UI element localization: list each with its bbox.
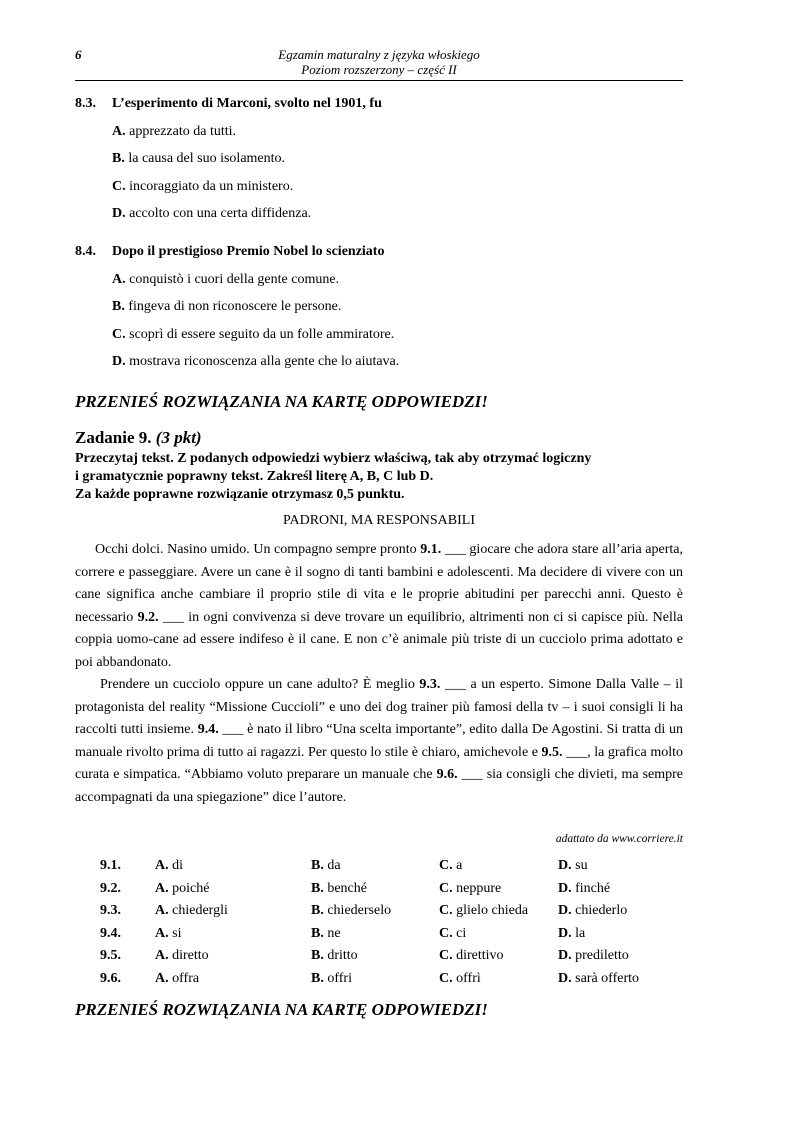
option-letter: A. — [155, 858, 169, 874]
gap-number: 9.2. — [100, 880, 121, 896]
header-exam-level: Poziom rozszerzony – część II — [301, 62, 457, 77]
task-points: (3 pkt) — [155, 428, 202, 447]
option-letter: C. — [439, 880, 453, 896]
instruction-line: i gramatycznie poprawny tekst. Zakreśl literę A, B, C lub D. — [75, 469, 434, 484]
table-row — [100, 923, 639, 946]
option-text: sarà offerto — [575, 970, 639, 986]
answer-option-b[interactable] — [311, 923, 439, 946]
gap-label: 9.2. — [137, 609, 159, 625]
option-text: glielo chieda — [456, 903, 529, 919]
question-number: 8.3. — [75, 96, 96, 111]
option-letter: D. — [558, 903, 572, 919]
answer-option-a[interactable] — [155, 968, 311, 991]
answer-option-b[interactable] — [311, 968, 439, 991]
text-source: adattato da www.corriere.it — [555, 833, 683, 845]
gap-number: 9.4. — [100, 925, 121, 941]
option-letter: D. — [558, 948, 572, 964]
option-letter: C. — [439, 903, 453, 919]
answer-option-b[interactable]: B. fingeva di non riconoscere le persone. — [112, 299, 342, 314]
option-letter: B. — [311, 858, 324, 874]
option-text: poiché — [172, 880, 210, 896]
answer-option-a[interactable]: A. apprezzato da tutti. — [112, 123, 237, 139]
gap-label: 9.5. — [541, 744, 563, 760]
option-letter: B. — [311, 880, 324, 896]
answer-option-c[interactable]: C. scoprì di essere seguito da un folle ammiratore. — [112, 326, 395, 342]
option-text: offra — [172, 970, 200, 986]
page-header — [75, 47, 683, 81]
gap-label: 9.6. — [436, 767, 458, 782]
table-row — [100, 900, 639, 923]
option-text: chiederlo — [575, 903, 628, 919]
answer-option-c[interactable] — [439, 945, 558, 968]
instruction-line: Przeczytaj tekst. Z podanych odpowiedzi wybierz właściwą, tak aby otrzymać logiczny — [75, 451, 592, 466]
question-text: Dopo il prestigioso Premio Nobel lo scienziato — [112, 244, 385, 259]
answer-option-d[interactable] — [558, 878, 639, 901]
option-text: su — [575, 858, 588, 874]
option-letter: B. — [311, 925, 324, 941]
answer-option-a[interactable]: A. conquistò i cuori della gente comune. — [112, 271, 340, 287]
table-row — [100, 968, 639, 991]
gap-number: 9.5. — [100, 948, 121, 964]
answer-option-b[interactable] — [311, 878, 439, 901]
answer-option-c[interactable] — [439, 923, 558, 946]
answer-option-a[interactable] — [155, 855, 311, 878]
table-row — [100, 855, 639, 878]
gap-number: 9.1. — [100, 858, 121, 874]
option-letter: D. — [558, 858, 572, 874]
answer-option-d[interactable] — [558, 900, 639, 923]
question-stem — [75, 95, 685, 113]
option-text: la — [575, 925, 586, 941]
option-letter: A. — [155, 880, 169, 896]
option-letter: A. — [155, 903, 169, 919]
answer-option-d[interactable] — [558, 923, 639, 946]
gap-number: 9.3. — [100, 903, 121, 919]
answer-option-c[interactable]: C. incoraggiato da un ministero. — [112, 178, 294, 194]
option-letter: D. — [558, 880, 572, 896]
option-text: si — [172, 925, 182, 941]
answer-option-d[interactable]: D. mostrava riconoscenza alla gente che lo aiutava. — [112, 354, 400, 369]
answer-option-b[interactable] — [311, 945, 439, 968]
option-letter: C. — [439, 925, 453, 941]
reading-text-title: PADRONI, MA RESPONSABILI — [282, 513, 476, 528]
question-8-3 — [75, 95, 685, 223]
answer-option-a[interactable] — [155, 923, 311, 946]
answer-option-a[interactable] — [155, 900, 311, 923]
answer-option-b[interactable] — [311, 900, 439, 923]
reading-paragraph-1: Occhi dolci. Nasino umido. Un compagno sempre pronto 9.1. ___ giocare che adora stare all’aria aperta, correre e passeggiare. Avere un cane è il sogno di tanti bambini e adolescenti. Ma decidere di vivere con un cane significa anche cambiare il proprio stile di vita e le proprie abitudini per parecchi anni. Questo è necessario 9.2. ___ in ogni convivenza si deve trovare un equilibrio, altrimenti non ci si capisce più. Nella coppia uomo-cane ad essere indifeso è il cane. E non c’è animale più triste di un cucciolo prima adottato e poi abbandonato. — [75, 542, 683, 670]
option-letter: C. — [439, 948, 453, 964]
answer-option-b[interactable] — [311, 855, 439, 878]
table-row — [100, 945, 639, 968]
answer-option-c[interactable] — [439, 900, 558, 923]
answer-option-d[interactable]: D. accolto con una certa diffidenza. — [112, 206, 312, 221]
option-text: offri — [327, 970, 352, 986]
option-text: chiedergli — [172, 903, 228, 919]
option-text: ne — [327, 925, 341, 941]
question-number: 8.4. — [75, 244, 96, 259]
answer-option-d[interactable] — [558, 855, 639, 878]
answer-option-d[interactable] — [558, 945, 639, 968]
option-text: offrì — [456, 970, 481, 986]
task-instructions — [75, 450, 683, 504]
gap-label: 9.1. — [420, 542, 442, 557]
table-row — [100, 878, 639, 901]
option-text: neppure — [456, 880, 502, 896]
instruction-line: Za każde poprawne rozwiązanie otrzymasz 0,5 punktu. — [75, 487, 405, 502]
page-number: 6 — [75, 47, 82, 62]
option-text: di — [172, 858, 184, 874]
answer-option-a[interactable] — [155, 945, 311, 968]
option-letter: C. — [439, 970, 453, 986]
option-text: benché — [327, 880, 367, 896]
gap-number: 9.6. — [100, 970, 121, 986]
option-letter: A. — [155, 970, 169, 986]
header-exam-name: Egzamin maturalny z języka włoskiego — [278, 47, 480, 62]
option-letter: D. — [558, 970, 572, 986]
option-letter: B. — [311, 970, 324, 986]
question-8-4 — [75, 243, 685, 371]
transfer-answers-note-bottom: PRZENIEŚ ROZWIĄZANIA NA KARTĘ ODPOWIEDZI! — [75, 1000, 488, 1019]
question-text: L’esperimento di Marconi, svolto nel 1901, fu — [112, 96, 382, 111]
answer-option-a[interactable] — [155, 878, 311, 901]
answer-option-c[interactable] — [439, 968, 558, 991]
option-letter: A. — [155, 948, 169, 964]
answer-option-b[interactable]: B. la causa del suo isolamento. — [112, 151, 286, 166]
answer-option-c[interactable] — [439, 878, 558, 901]
option-letter: A. — [155, 925, 169, 941]
option-text: diretto — [172, 948, 209, 964]
option-letter: B. — [311, 948, 324, 964]
answer-option-d[interactable] — [558, 968, 639, 991]
option-text: dritto — [327, 948, 358, 964]
option-text: chiederselo — [327, 903, 392, 919]
question-stem — [75, 243, 685, 261]
option-text: a — [456, 858, 463, 874]
option-text: finché — [575, 880, 611, 896]
option-text: prediletto — [575, 948, 629, 964]
header-title — [75, 47, 683, 77]
answer-option-c[interactable] — [439, 855, 558, 878]
option-letter: C. — [439, 858, 453, 874]
option-text: da — [327, 858, 341, 874]
gap-label: 9.4. — [197, 722, 219, 737]
task-title — [75, 428, 202, 448]
reading-paragraph-2: Prendere un cucciolo oppure un cane adulto? È meglio 9.3. ___ a un esperto. Simone Dalla Valle – il protagonista del reality “Missione Cuccioli” e uno dei dog trainer più famosi della tv – i suoi consigli li ha raccolti tutti insieme. 9.4. ___ è nato il libro “Una scelta importante”, edito dalla De Agostini. Si tratta di un manuale rivolto prima di tutto ai ragazzi. Per questo lo stile è chiaro, amichevole e 9.5. ___, la grafica molto curata e simpatica. “Abbiamo voluto preparare un manuale che 9.6. ___ sia consigli che divieti, ma sempre accompagnati da una spiegazione” dice l’autore. — [75, 677, 684, 805]
gap-label: 9.3. — [419, 677, 441, 692]
option-letter: B. — [311, 903, 324, 919]
answer-options-table — [100, 855, 639, 990]
option-letter: D. — [558, 925, 572, 941]
option-text: direttivo — [456, 948, 504, 964]
transfer-answers-note: PRZENIEŚ ROZWIĄZANIA NA KARTĘ ODPOWIEDZI! — [75, 392, 488, 411]
task-number: Zadanie 9. — [75, 428, 152, 447]
option-text: ci — [456, 925, 467, 941]
